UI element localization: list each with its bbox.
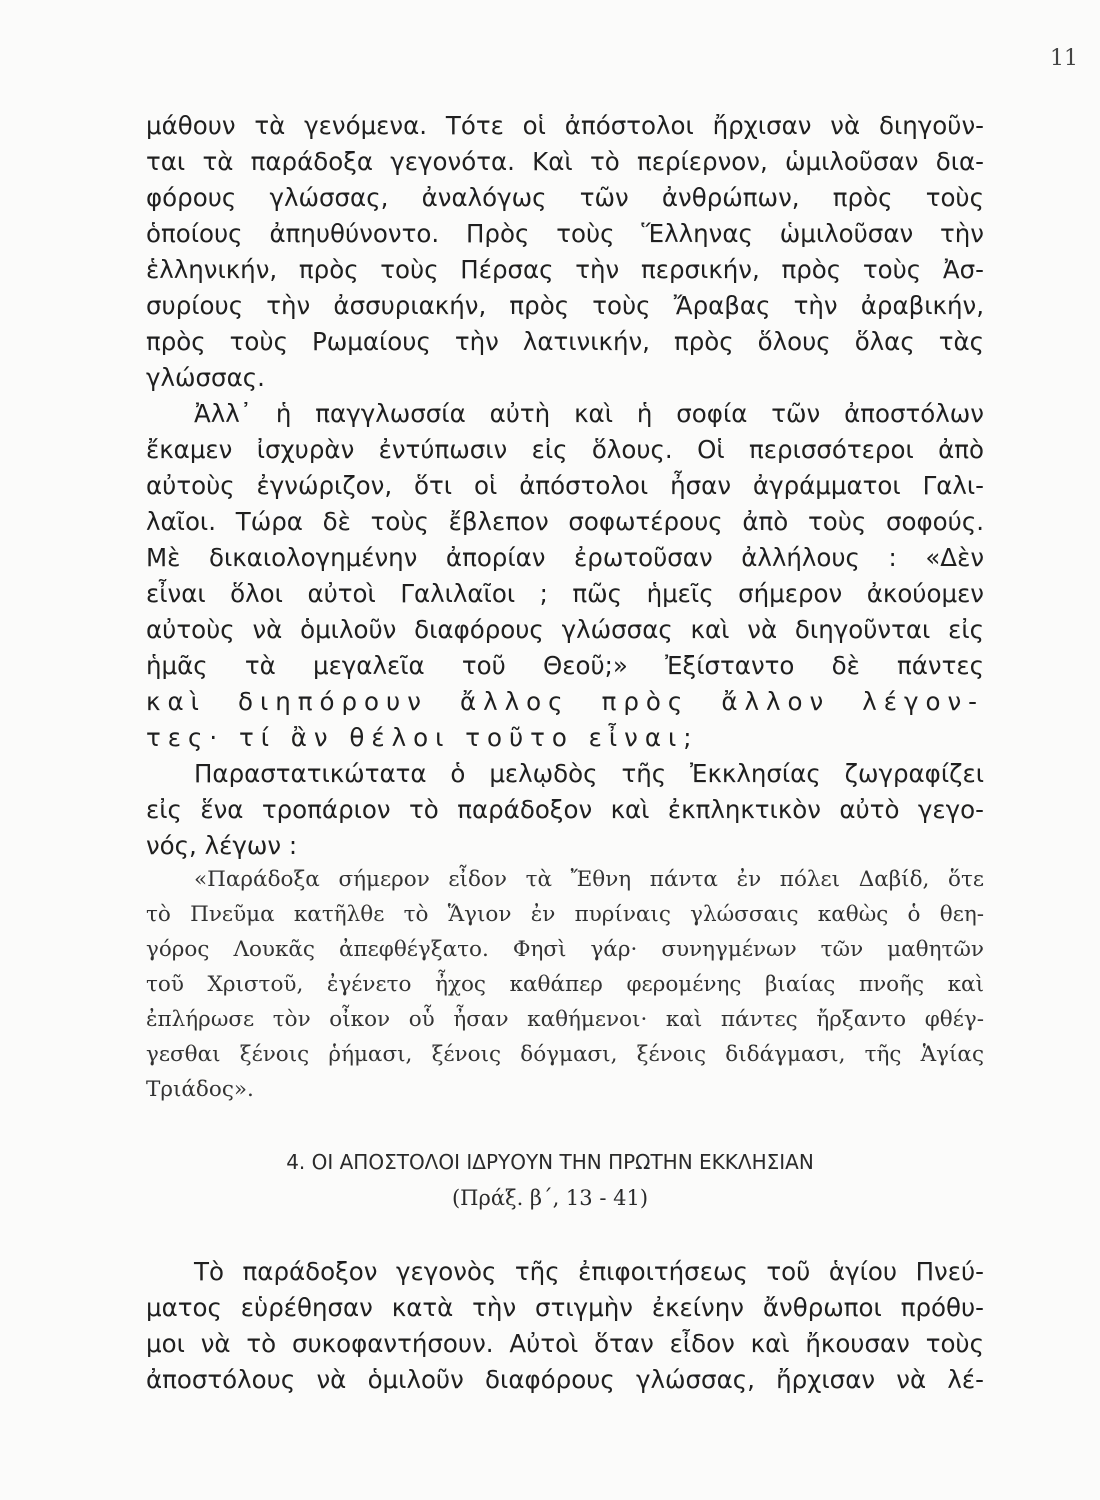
quote-line: γόρος Λουκᾶς ἀπεφθέγξατο. Φησὶ γάρ· συνηγμένων τῶν μαθητῶν bbox=[146, 937, 984, 962]
text-line: Παραστατικώτατα ὁ μελῳδὸς τῆς Ἐκκλησίας ζωγραφίζει bbox=[194, 759, 984, 788]
text-line: ἑλληνικήν, πρὸς τοὺς Πέρσας τὴν περσικήν, πρὸς τοὺς Ἀσ- bbox=[146, 255, 984, 284]
quote-line: τὸ Πνεῦμα κατῆλθε τὸ Ἅγιον ἐν πυρίναις γλώσσαις καθὼς ὁ θεη- bbox=[146, 902, 984, 927]
hymn-quote bbox=[146, 862, 984, 1107]
text-line: φόρους γλώσσας, ἀναλόγως τῶν ἀνθρώπων, πρὸς τοὺς bbox=[146, 183, 984, 212]
quote-line: γεσθαι ξένοις ῥήμασι, ξένοις δόγμασι, ξένοις διδάγμασι, τῆς Ἁγίας bbox=[146, 1042, 984, 1067]
text-line: νός, λέγων : bbox=[146, 831, 298, 860]
quote-line: «Παράδοξα σήμερον εἶδον τὰ Ἔθνη πάντα ἐν πόλει Δαβίδ, ὅτε bbox=[194, 867, 984, 892]
text-line: εἰς ἕνα τροπάριον τὸ παράδοξον καὶ ἐκπληκτικὸν αὐτὸ γεγο- bbox=[146, 795, 984, 824]
text-line: καὶ διηπόρουν ἄλλος πρὸς ἄλλον λέγον- bbox=[146, 687, 984, 716]
text-line: συρίους τὴν ἀσσυριακήν, πρὸς τοὺς Ἄραβας τὴν ἀραβικήν, bbox=[146, 291, 984, 320]
quote-line: ἐπλήρωσε τὸν οἶκον οὗ ἦσαν καθήμενοι· καὶ πάντες ἤρξαντο φθέγ- bbox=[146, 1007, 984, 1032]
text-line: ἔκαμεν ἰσχυρὰν ἐντύπωσιν εἰς ὅλους. Οἱ περισσότεροι ἀπὸ bbox=[146, 435, 984, 464]
text-line: ἡμᾶς τὰ μεγαλεῖα τοῦ Θεοῦ;» Ἐξίσταντο δὲ πάντες bbox=[146, 651, 984, 680]
text-line: ὁποίους ἀπηυθύνοντο. Πρὸς τοὺς Ἕλληνας ὡμιλοῦσαν τὴν bbox=[146, 219, 984, 248]
text-line: πρὸς τοὺς Ρωμαίους τὴν λατινικήν, πρὸς ὅλους ὅλας τὰς bbox=[146, 327, 984, 356]
text-line: Μὲ δικαιολογημένην ἀπορίαν ἐρωτοῦσαν ἀλλήλους : «Δὲν bbox=[146, 543, 984, 572]
text-line: αὐτοὺς νὰ ὁμιλοῦν διαφόρους γλώσσας καὶ νὰ διηγοῦνται εἰς bbox=[146, 615, 984, 644]
body-text-top bbox=[146, 108, 984, 864]
text-line: ματος εὑρέθησαν κατὰ τὴν στιγμὴν ἐκείνην ἄνθρωποι πρόθυ- bbox=[146, 1293, 984, 1322]
text-line: μοι νὰ τὸ συκοφαντήσουν. Αὐτοὶ ὅταν εἶδον καὶ ἤκουσαν τοὺς bbox=[146, 1329, 984, 1358]
text-line: ται τὰ παράδοξα γεγονότα. Καὶ τὸ περίερνον, ὡμιλοῦσαν δια- bbox=[146, 147, 984, 176]
text-line: μάθουν τὰ γενόμενα. Τότε οἱ ἀπόστολοι ἤρχισαν νὰ διηγοῦν- bbox=[146, 111, 984, 140]
quote-line: Τριάδος». bbox=[146, 1077, 254, 1102]
text-line: γλώσσας. bbox=[146, 363, 265, 392]
section-heading: 4. ΟΙ ΑΠΟΣΤΟΛΟΙ ΙΔΡΥΟΥΝ ΤΗΝ ΠΡΩΤΗΝ ΕΚΚΛΗΣΙΑΝ bbox=[286, 1150, 814, 1174]
section-reference: (Πράξ. β΄, 13 - 41) bbox=[451, 1186, 649, 1210]
body-text-bottom bbox=[146, 1254, 984, 1398]
text-line: εἶναι ὅλοι αὐτοὶ Γαλιλαῖοι ; πῶς ἡμεῖς σήμερον ἀκούομεν bbox=[146, 579, 984, 608]
text-line: αὐτοὺς ἐγνώριζον, ὅτι οἱ ἀπόστολοι ἦσαν ἀγράμματοι Γαλι- bbox=[146, 471, 984, 500]
text-line: Τὸ παράδοξον γεγονὸς τῆς ἐπιφοιτήσεως τοῦ ἁγίου Πνεύ- bbox=[194, 1257, 984, 1286]
text-line: ἀποστόλους νὰ ὁμιλοῦν διαφόρους γλώσσας, ἤρχισαν νὰ λέ- bbox=[146, 1365, 984, 1394]
text-line: Ἀλλ᾽ ἡ παγγλωσσία αὐτὴ καὶ ἡ σοφία τῶν ἀποστόλων bbox=[194, 399, 984, 428]
text-line: λαῖοι. Τώρα δὲ τοὺς ἔβλεπον σοφωτέρους ἀπὸ τοὺς σοφούς. bbox=[146, 507, 984, 536]
quote-line: τοῦ Χριστοῦ, ἐγένετο ἦχος καθάπερ φερομένης βιαίας πνοῆς καὶ bbox=[146, 972, 984, 997]
page-number: 11 bbox=[1050, 46, 1078, 71]
text-line: τες· τί ἂν θέλοι τοῦτο εἶναι; bbox=[146, 723, 699, 752]
